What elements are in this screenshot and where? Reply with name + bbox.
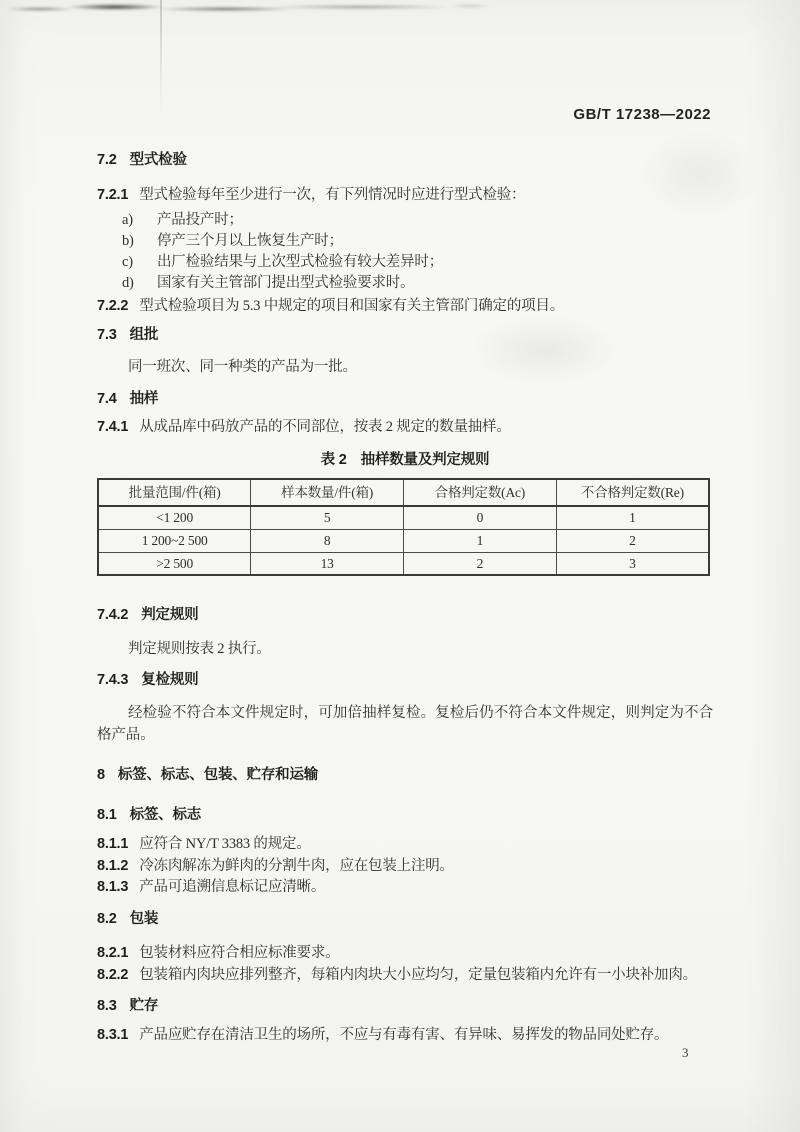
page-number: 3: [682, 1045, 689, 1060]
table-cell: 1 200~2 500: [98, 529, 251, 552]
table-row: [98, 529, 709, 552]
clause-number: 7.4.1: [97, 419, 129, 435]
paragraph-7-4-1: 7.4.1 从成品库中码放产品的不同部位，按表 2 规定的数量抽样。: [97, 419, 511, 435]
clause-heading-7-4-2: [97, 605, 713, 626]
table-cell: <1 200: [98, 506, 251, 529]
clause-heading-7-4: [97, 389, 713, 410]
paragraph-8-2-1: 8.2.1 包装材料应符合相应标准要求。: [97, 945, 340, 961]
clause-title: 型式检验: [129, 152, 187, 168]
type-test-condition-list: [97, 210, 713, 294]
clause-number: 7.2.1: [97, 187, 129, 203]
table-cell: >2 500: [98, 552, 251, 575]
clause-number: 7.4.2: [97, 607, 129, 623]
paragraph-7-2-1: 7.2.1 型式检验每年至少进行一次，有下列情况时应进行型式检验：: [97, 187, 526, 203]
clause-number: 8.3.1: [97, 1027, 129, 1043]
table-cell: 13: [251, 552, 404, 575]
table-row: [98, 506, 709, 529]
list-marker: c): [122, 254, 133, 270]
clause-title: 包装: [129, 911, 159, 927]
table-cell: 2: [556, 529, 709, 552]
table-row: [98, 552, 709, 575]
column-header: 批量范围/件(箱): [98, 479, 251, 506]
table-cell: 8: [251, 529, 404, 552]
clause-heading-8-1: [97, 805, 713, 826]
clause-number: 8.2.2: [97, 967, 129, 983]
list-item: a) 产品投产时；: [97, 210, 713, 231]
paragraph-8-1-1: 8.1.1 应符合 NY/T 3383 的规定。: [97, 836, 311, 852]
document-body: [97, 0, 713, 1132]
sampling-rules-table: [97, 478, 710, 576]
table-cell: 1: [404, 529, 557, 552]
document-number: GB/T 17238—2022: [573, 106, 711, 123]
clause-title: 组批: [129, 327, 159, 343]
list-item: c) 出厂检验结果与上次型式检验有较大差异时；: [97, 252, 713, 273]
clause-title: 抽样: [129, 391, 159, 407]
paragraph-7-4-2: 判定规则按表 2 执行。: [128, 641, 271, 657]
column-header: 样本数量/件(箱): [251, 479, 404, 506]
clause-number: 7.4.3: [97, 672, 129, 688]
clause-title: 标签、标志: [129, 807, 202, 823]
paragraph-8-1-3: 8.1.3 产品可追溯信息标记应清晰。: [97, 879, 326, 895]
column-header: 不合格判定数(Re): [556, 479, 709, 506]
clause-number: 7.4: [97, 391, 117, 407]
table-cell: 1: [556, 506, 709, 529]
clause-number: 8.1.2: [97, 858, 129, 874]
clause-heading-7-4-3: [97, 670, 713, 691]
clause-heading-7-3: [97, 325, 713, 346]
clause-number: 8.3: [97, 998, 117, 1014]
table-cell: 2: [404, 552, 557, 575]
table-cell: 0: [404, 506, 557, 529]
list-marker: b): [122, 233, 134, 249]
table-caption-label: 表 2: [320, 452, 347, 468]
clause-number: 8.1.1: [97, 836, 129, 852]
clause-heading-7-2: [97, 150, 713, 171]
table-caption-title: 抽样数量及判定规则: [360, 452, 490, 468]
clause-title: 复检规则: [141, 672, 199, 688]
clause-heading-8: [97, 765, 713, 786]
list-item: d) 国家有关主管部门提出型式检验要求时。: [97, 273, 713, 294]
clause-title: 判定规则: [141, 607, 199, 623]
paragraph-8-2-2: 8.2.2 包装箱内肉块应排列整齐，每箱内肉块大小应均匀，定量包装箱内允许有一小块补加肉。: [97, 967, 697, 983]
table-2-caption: [97, 450, 713, 471]
list-marker: a): [122, 212, 133, 228]
list-marker: d): [122, 275, 134, 291]
clause-number: 8.1: [97, 807, 117, 823]
clause-number: 8.1.3: [97, 879, 129, 895]
clause-number: 7.2: [97, 152, 117, 168]
clause-title: 标签、标志、包装、贮存和运输: [117, 767, 319, 783]
paragraph-7-4-3: 经检验不符合本文件规定时，可加倍抽样复检。复检后仍不符合本文件规定，则判定为不合格产品。: [97, 705, 713, 743]
paragraph-7-2-2: 7.2.2 型式检验项目为 5.3 中规定的项目和国家有关主管部门确定的项目。: [97, 298, 565, 314]
clause-number: 8: [97, 767, 105, 783]
table-cell: 5: [251, 506, 404, 529]
clause-number: 7.2.2: [97, 298, 129, 314]
paragraph-8-3-1: 8.3.1 产品应贮存在清洁卫生的场所，不应与有毒有害、有异味、易挥发的物品同处贮存。: [97, 1027, 669, 1043]
clause-number: 8.2.1: [97, 945, 129, 961]
paragraph-8-1-2: 8.1.2 冷冻肉解冻为鲜肉的分割牛肉，应在包装上注明。: [97, 858, 454, 874]
clause-title: 贮存: [129, 998, 159, 1014]
table-cell: 3: [556, 552, 709, 575]
clause-heading-8-3: [97, 996, 713, 1017]
clause-heading-8-2: [97, 909, 713, 930]
clause-number: 7.3: [97, 327, 117, 343]
column-header: 合格判定数(Ac): [404, 479, 557, 506]
list-item: b) 停产三个月以上恢复生产时；: [97, 231, 713, 252]
clause-number: 8.2: [97, 911, 117, 927]
paragraph-7-3: 同一班次、同一种类的产品为一批。: [128, 359, 357, 375]
table-header-row: [98, 479, 709, 506]
